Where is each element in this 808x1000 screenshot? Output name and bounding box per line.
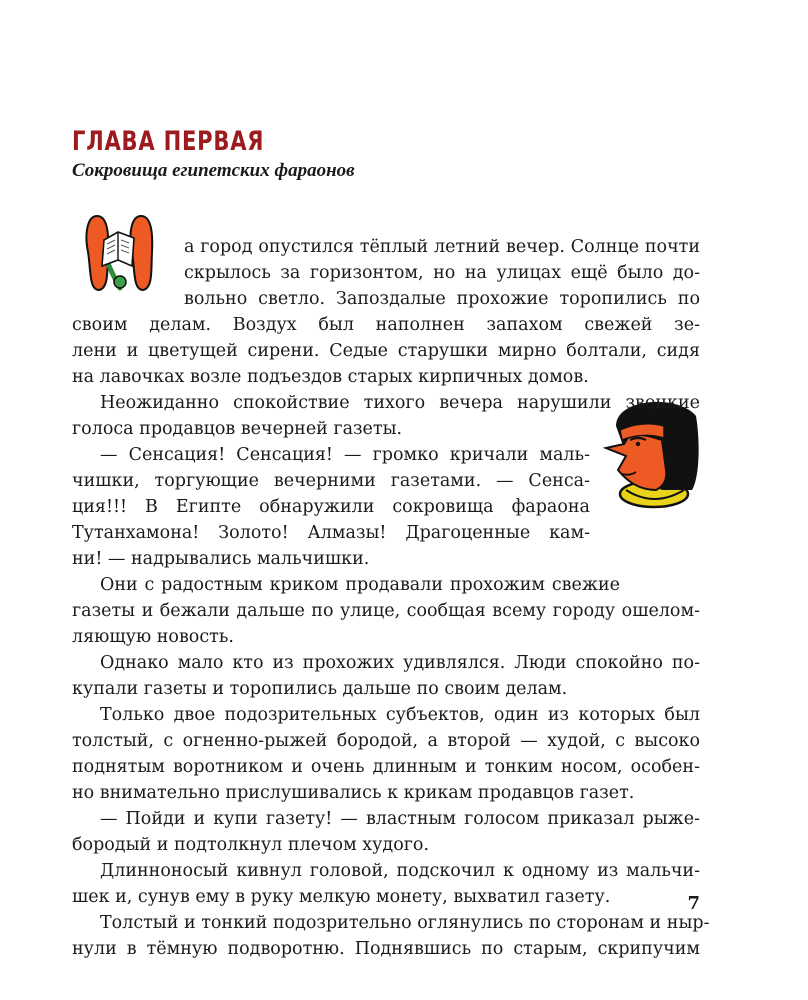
text-line: своим делам. Воздух был наполнен запахом свежей зе- <box>72 315 700 335</box>
text-line: ляющую новость. <box>72 627 234 647</box>
text-line: голоса продавцов вечерней газеты. <box>72 419 403 439</box>
text-line: Только двое подозрительных субъектов, один из которых был <box>100 705 700 725</box>
text-line: шек и, сунув ему в руку мелкую монету, выхватил газету. <box>72 887 611 907</box>
text-line: на лавочках возле подъездов старых кирпичных домов. <box>72 367 589 387</box>
dropcap-illustration <box>82 210 158 296</box>
text-line: — Сенсация! Сенсация! — громко кричали маль- <box>100 445 590 465</box>
text-line: поднятым воротником и очень длинным и тонким носом, особен- <box>72 757 700 777</box>
page-number: 7 <box>687 893 700 914</box>
text-line: купали газеты и торопились дальше по своим делам. <box>72 679 568 699</box>
chapter-subtitle: Сокровища египетских фараонов <box>72 160 355 181</box>
chapter-title: ГЛАВА ПЕРВАЯ <box>72 126 265 157</box>
text-line: Они с радостным криком продавали прохожим свежие <box>100 575 620 595</box>
text-line: ция!!! В Египте обнаружили сокровища фараона <box>72 497 590 517</box>
text-line: Длинноносый кивнул головой, подскочил к одному из мальчи- <box>100 861 700 881</box>
text-line: Неожиданно спокойствие тихого вечера нарушили звонкие <box>100 393 700 413</box>
text-line: Толстый и тонкий подозрительно оглянулись по сторонам и ныр- <box>100 913 710 933</box>
text-line: а город опустился тёплый летний вечер. Солнце почти <box>184 237 700 257</box>
text-line: толстый, с огненно-рыжей бородой, а второй — худой, с высоко <box>72 731 700 751</box>
text-line: — Пойди и купи газету! — властным голосом приказал рыже- <box>100 809 700 829</box>
text-line: бородый и подтолкнул плечом худого. <box>72 835 430 855</box>
text-line: но внимательно прислушивались к крикам продавцов газет. <box>72 783 635 803</box>
text-line: вольно светло. Запоздалые прохожие торопились по <box>184 289 700 309</box>
text-line: нули в тёмную подворотню. Поднявшись по старым, скрипучим <box>72 939 700 959</box>
text-line: лени и цветущей сирени. Седые старушки мирно болтали, сидя <box>72 341 700 361</box>
text-line: Однако мало кто из прохожих удивлялся. Люди спокойно по- <box>100 653 700 673</box>
text-line: чишки, торгующие вечерними газетами. — Сенса- <box>72 471 590 491</box>
text-line: скрылось за горизонтом, но на улицах ещё было до- <box>184 263 700 283</box>
text-line: ни! — надрывались мальчишки. <box>72 549 370 569</box>
text-line: Тутанхамона! Золото! Алмазы! Драгоценные кам- <box>72 523 590 543</box>
text-line: газеты и бежали дальше по улице, сообщая всему городу ошелом- <box>72 601 700 621</box>
